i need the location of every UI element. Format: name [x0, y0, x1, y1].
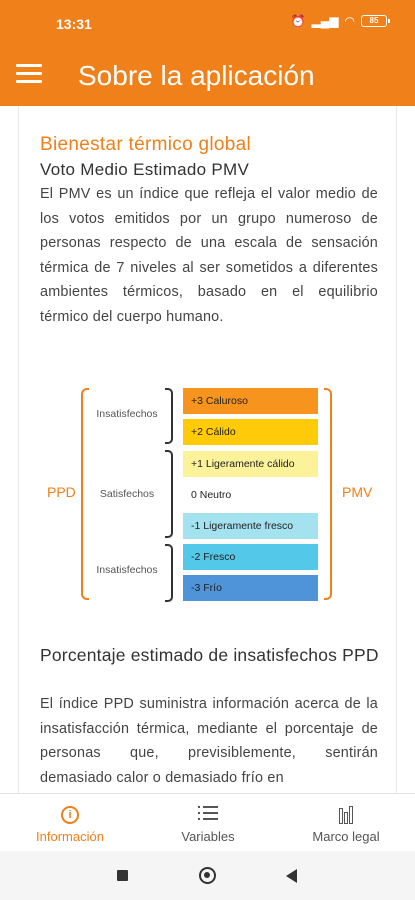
battery-level: 85 [369, 16, 379, 25]
status-time: 13:31 [56, 16, 92, 32]
ppd-label: PPD [47, 484, 76, 500]
alarm-icon: ⏰ [290, 14, 306, 28]
nav-label: Variables [181, 829, 235, 844]
battery-icon [361, 15, 387, 27]
nav-label: Información [36, 829, 104, 844]
books-icon [336, 806, 356, 824]
nav-item-variables[interactable] [158, 794, 258, 852]
section-body: El PMV es un índice que refleja el valor medio de los votos emitidos por un grupo numeroso de personas respecto de una escala de sensación térmica de 7 niveles al ser sometidos a diferentes ambientes térmicos, basado en el equilibrio térmico del cuerpo humano. [40, 186, 378, 325]
group-bracket [165, 450, 173, 538]
section-title: Bienestar térmico global [40, 134, 252, 155]
level-minus3: -3 Frío [183, 575, 318, 601]
section2-body: El índice PPD suministra información acerca de la insatisfacción térmica, mediante el porcentaje de personas que, previsiblemente, sentirán demasiado calor o demasiado frío en [40, 696, 378, 786]
level-minus2: -2 Fresco [183, 544, 318, 570]
ppd-bracket [81, 388, 89, 600]
info-icon: i [61, 806, 79, 824]
nav-label: Marco legal [312, 829, 380, 844]
signal-icon: ▂▄▆ [311, 14, 339, 28]
content-scroll[interactable] [18, 106, 397, 793]
nav-item-marco-legal[interactable] [296, 794, 396, 852]
group-label-insatisfechos: Insatisfechos [96, 408, 158, 420]
pmv-label: PMV [342, 484, 373, 500]
level-plus2: +2 Cálido [183, 419, 318, 445]
system-navigation-bar [0, 851, 415, 900]
menu-icon[interactable] [16, 64, 44, 88]
group-bracket [165, 388, 173, 444]
group-label-satisfechos: Satisfechos [99, 488, 155, 500]
section-subtitle: Voto Medio Estimado PMV [40, 160, 250, 179]
section2-title: Porcentaje estimado de insatisfechos PPD [40, 645, 379, 665]
list-icon [198, 806, 218, 824]
app-bar [0, 48, 415, 106]
level-plus1: +1 Ligeramente cálido [183, 451, 318, 477]
group-label-insatisfechos: Insatisfechos [96, 564, 158, 576]
level-minus1: -1 Ligeramente fresco [183, 513, 318, 539]
page-title: Sobre la aplicación [78, 60, 315, 91]
status-bar [0, 0, 415, 48]
status-icons [291, 14, 387, 28]
group-bracket [165, 544, 173, 602]
level-0: 0 Neutro [183, 482, 318, 508]
back-button[interactable] [286, 869, 297, 883]
nav-item-informacion[interactable] [20, 794, 120, 852]
bottom-nav [0, 793, 415, 851]
home-button[interactable] [199, 867, 216, 884]
pmv-ppd-diagram [19, 376, 397, 616]
pmv-bracket [324, 388, 332, 600]
level-plus3: +3 Caluroso [183, 388, 318, 414]
recents-button[interactable] [117, 870, 128, 881]
wifi-icon: ◠ [344, 14, 355, 28]
